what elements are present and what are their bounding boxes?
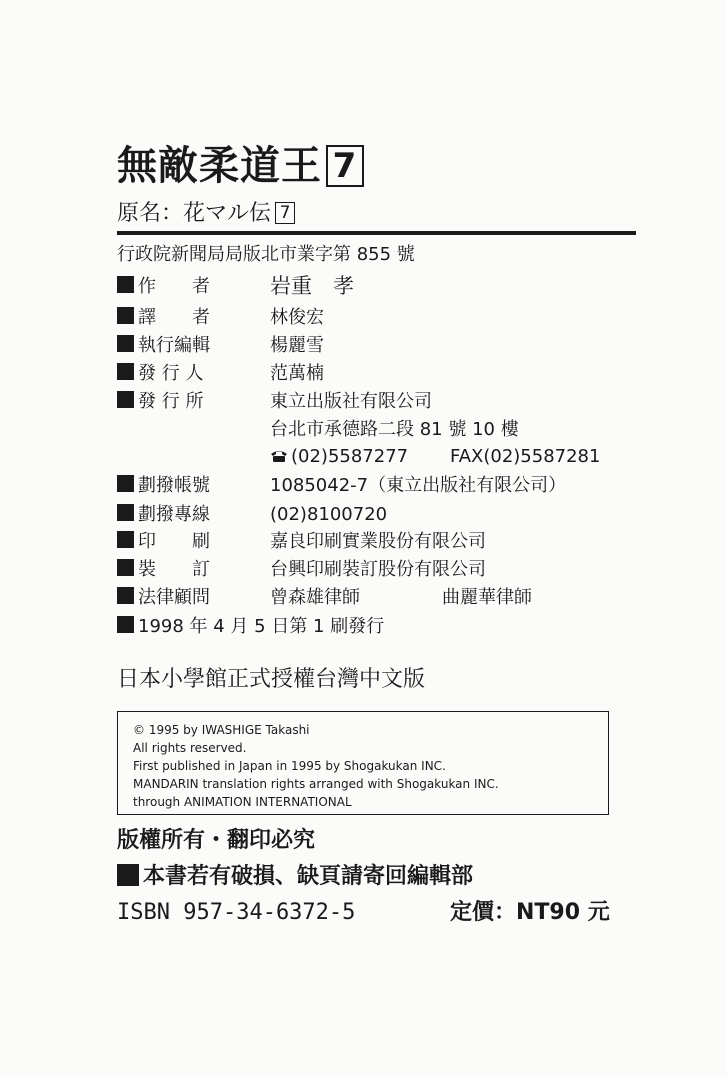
title-divider xyxy=(117,231,636,235)
credit-row-publisher xyxy=(117,389,432,414)
credit-row-printer xyxy=(117,529,486,554)
copyright-line: through ANIMATION INTERNATIONAL xyxy=(133,795,352,809)
credit-value-2: 曲麗華律師 xyxy=(442,587,532,608)
credit-value: 范萬楠 xyxy=(270,363,324,384)
bullet-square xyxy=(117,531,134,548)
credit-row-binder xyxy=(117,557,486,582)
book-title-text: 無敵柔道王 xyxy=(117,143,322,189)
damage-notice-row xyxy=(117,862,473,892)
copyright-line: First published in Japan in 1995 by Shogakukan INC. xyxy=(133,759,446,773)
credit-label: 劃撥專線 xyxy=(138,504,210,525)
credit-label: 法律顧問 xyxy=(138,587,210,608)
credit-value: 林俊宏 xyxy=(270,307,324,328)
credit-value: (02)8100720 xyxy=(270,504,388,525)
credit-label: 譯 者 xyxy=(138,307,210,328)
bullet-square xyxy=(117,276,134,293)
original-volume-box: 7 xyxy=(275,202,295,224)
bullet-square xyxy=(117,864,139,886)
publisher-fax: FAX(02)5587281 xyxy=(450,446,601,467)
copyright-line: MANDARIN translation rights arranged with Shogakukan INC. xyxy=(133,777,499,791)
credit-row-issuer xyxy=(117,361,324,386)
original-title xyxy=(117,198,295,230)
bullet-square xyxy=(117,335,134,352)
volume-number-box: 7 xyxy=(326,145,364,187)
original-title-text: 原名：花マル伝 xyxy=(117,201,272,226)
print-date-row xyxy=(117,614,384,639)
isbn: ISBN 957-34-6372-5 xyxy=(117,900,356,925)
credit-label: 劃撥帳號 xyxy=(138,475,210,496)
credit-value: 楊麗雪 xyxy=(270,335,324,356)
bullet-square xyxy=(117,475,134,492)
bullet-square xyxy=(117,559,134,576)
damage-notice: 本書若有破損、缺頁請寄回編輯部 xyxy=(143,864,474,889)
credit-label: 發 行 人 xyxy=(138,363,204,384)
credit-label: 裝 訂 xyxy=(138,559,210,580)
rights-notice: 版權所有・翻印必究 xyxy=(117,828,316,853)
credit-row-translator xyxy=(117,305,324,330)
authorization-statement: 日本小學館正式授權台灣中文版 xyxy=(117,667,426,692)
credit-value: 1085042-7（東立出版社有限公司） xyxy=(270,475,567,496)
publisher-phone-row xyxy=(270,444,408,469)
credit-label: 發 行 所 xyxy=(138,391,204,412)
bullet-square xyxy=(117,587,134,604)
bullet-square xyxy=(117,504,134,521)
copyright-box xyxy=(117,711,609,815)
credit-row-hotline xyxy=(117,502,388,527)
credit-label: 作 者 xyxy=(138,276,210,297)
credit-value: 台興印刷裝訂股份有限公司 xyxy=(270,559,486,580)
bullet-square xyxy=(117,616,134,633)
credit-row-legal xyxy=(117,585,617,610)
telephone-icon xyxy=(270,449,288,463)
copyright-line: © 1995 by IWASHIGE Takashi xyxy=(133,723,310,737)
credit-value: 東立出版社有限公司 xyxy=(270,391,432,412)
credit-row-editor xyxy=(117,333,324,358)
credit-value: 嘉良印刷實業股份有限公司 xyxy=(270,531,486,552)
credit-label: 印 刷 xyxy=(138,531,210,552)
credit-value: 曾森雄律師 xyxy=(270,587,360,608)
price: 定價：NT90 元 xyxy=(450,900,610,925)
copyright-line: All rights reserved. xyxy=(133,741,247,755)
credit-row-account xyxy=(117,473,567,498)
license-number: 行政院新聞局局版北市業字第 855 號 xyxy=(117,244,415,265)
credit-value: 岩重 孝 xyxy=(270,274,354,298)
publisher-phone: (02)5587277 xyxy=(291,446,409,467)
book-title xyxy=(117,140,364,192)
publisher-address: 台北市承德路二段 81 號 10 樓 xyxy=(270,419,519,440)
bullet-square xyxy=(117,363,134,380)
credit-label: 執行編輯 xyxy=(138,335,210,356)
credit-row-author xyxy=(117,274,354,299)
bullet-square xyxy=(117,391,134,408)
bullet-square xyxy=(117,307,134,324)
print-date: 1998 年 4 月 5 日第 1 刷發行 xyxy=(138,616,385,637)
